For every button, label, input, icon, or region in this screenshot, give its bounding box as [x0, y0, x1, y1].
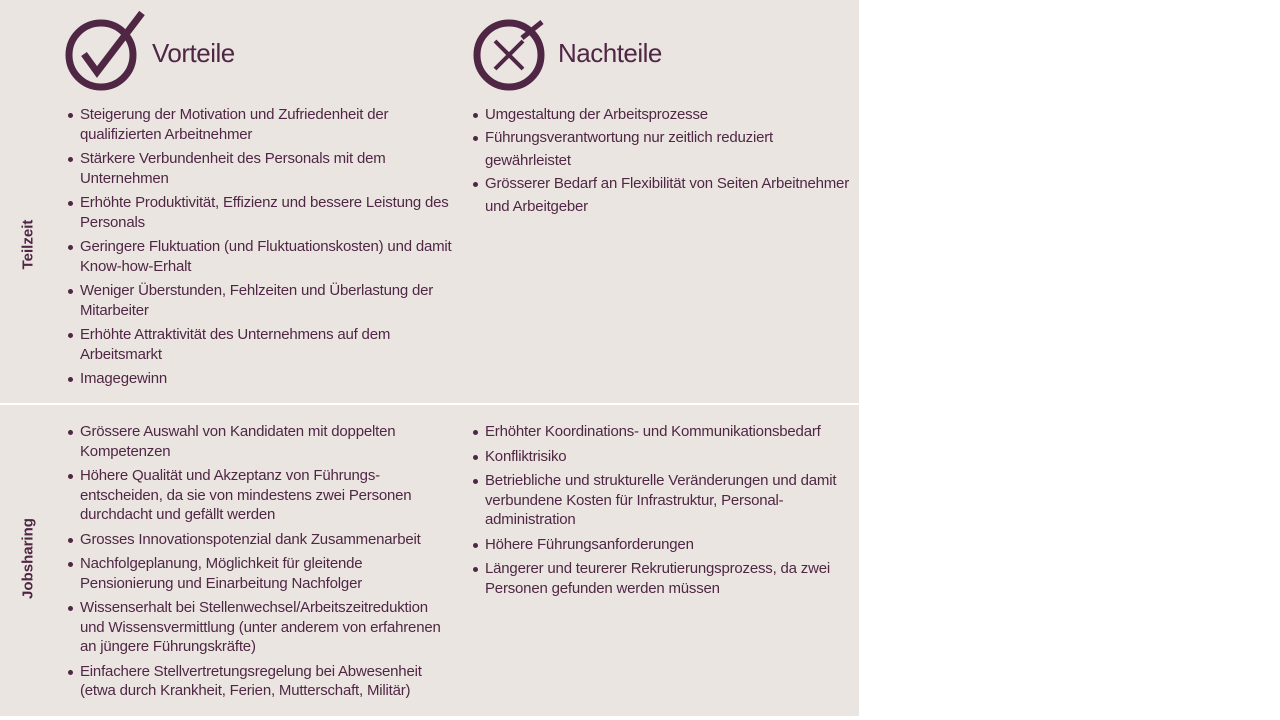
- section-label-teilzeit: Teilzeit: [19, 219, 37, 270]
- list-item: Wissenserhalt bei Stellenwechsel/Arbeitszeitreduktion und Wissensvermittlung (unter anderem von erfahrenen an jüngere Führungskräfte): [67, 598, 452, 657]
- list-item: Betriebliche und strukturelle Veränderungen und damit verbundene Kosten für Infrastruktur, Personal-administration: [472, 471, 847, 530]
- list-item: Längerer und teurerer Rekrutierungsprozess, da zwei Personen gefunden werden müssen: [472, 559, 847, 598]
- jobsharing-pros-list: [67, 422, 452, 706]
- pros-title: Vorteile: [152, 38, 235, 68]
- section-label-jobsharing: Jobsharing: [19, 518, 37, 599]
- list-item: Geringere Fluktuation (und Fluktuationskosten) und damit Know-how-Erhalt: [67, 237, 452, 276]
- checkmark-circle-icon: [62, 10, 146, 94]
- list-item: Steigerung der Motivation und Zufriedenheit der qualifizierten Arbeitnehmer: [67, 105, 452, 144]
- list-item: Erhöhte Attraktivität des Unternehmens auf dem Arbeitsmarkt: [67, 325, 452, 364]
- list-item: Stärkere Verbundenheit des Personals mit dem Unternehmen: [67, 149, 452, 188]
- jobsharing-cons-list: [472, 422, 847, 603]
- teilzeit-cons-list: [472, 103, 857, 218]
- list-item: Konfliktrisiko: [472, 447, 847, 467]
- teilzeit-pros-list: [67, 105, 452, 394]
- cons-title: Nachteile: [558, 38, 662, 68]
- list-item: Umgestaltung der Arbeitsprozesse: [472, 103, 857, 126]
- list-item: Grosses Innovationspotenzial dank Zusammenarbeit: [67, 530, 452, 550]
- list-item: Erhöhte Produktivität, Effizienz und bessere Leistung des Personals: [67, 193, 452, 232]
- list-item: Führungsverantwortung nur zeitlich reduziert gewährleistet: [472, 126, 857, 172]
- list-item: Weniger Überstunden, Fehlzeiten und Überlastung der Mitarbeiter: [67, 281, 452, 320]
- list-item: Erhöhter Koordinations- und Kommunikationsbedarf: [472, 422, 847, 442]
- list-item: Höhere Qualität und Akzeptanz von Führungs-entscheiden, da sie von mindestens zwei Personen durchdacht und gefällt werden: [67, 466, 452, 525]
- list-item: Grösserer Bedarf an Flexibilität von Seiten Arbeitnehmer und Arbeitgeber: [472, 172, 857, 218]
- cross-circle-icon: [470, 18, 548, 94]
- list-item: Imagegewinn: [67, 369, 452, 389]
- list-item: Grössere Auswahl von Kandidaten mit doppelten Kompetenzen: [67, 422, 452, 461]
- section-divider: [0, 403, 859, 405]
- list-item: Einfachere Stellvertretungsregelung bei Abwesenheit (etwa durch Krankheit, Ferien, Mutterschaft, Militär): [67, 662, 452, 701]
- list-item: Nachfolgeplanung, Möglichkeit für gleitende Pensionierung und Einarbeitung Nachfolger: [67, 554, 452, 593]
- list-item: Höhere Führungsanforderungen: [472, 535, 847, 555]
